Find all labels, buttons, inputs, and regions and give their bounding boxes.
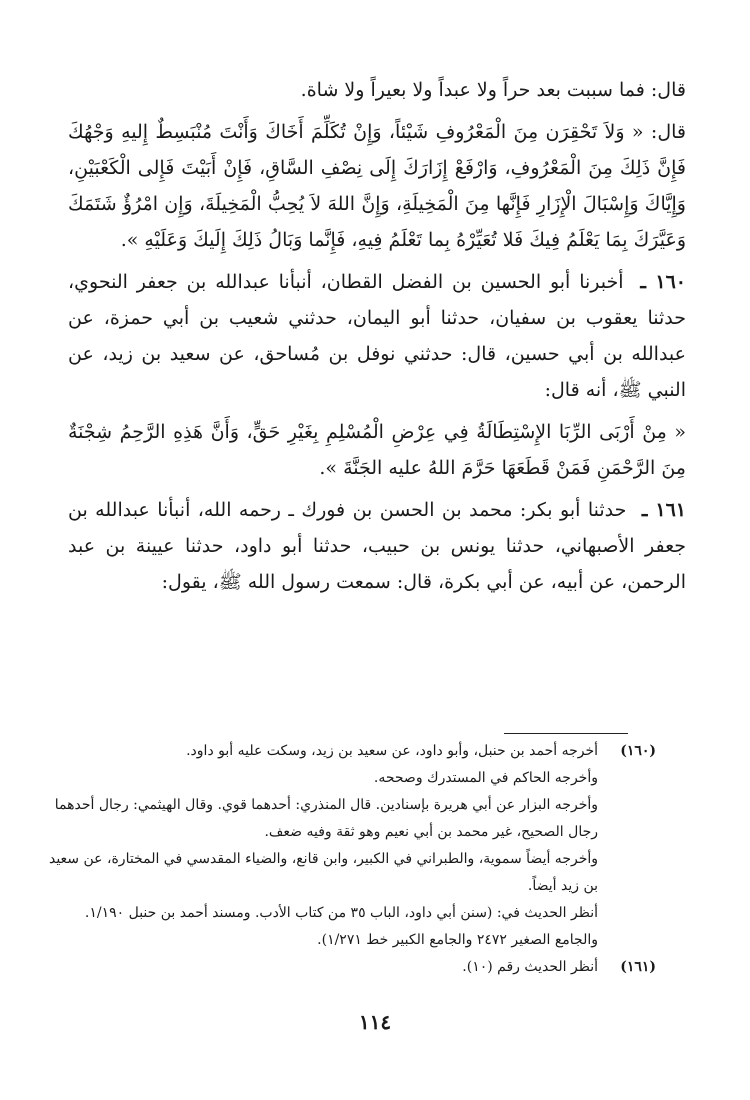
footnote-ref: (١٦١) — [620, 959, 656, 975]
hadith-number: ١٦٠ ـ — [640, 271, 686, 293]
footnote-line: أنظر الحديث رقم (١٠). — [462, 959, 598, 975]
hadith-160 — [68, 264, 686, 408]
hadith-161 — [68, 492, 686, 600]
footnote-line: وأخرجه أيضاً سموية، والطبراني في الكبير، وابن قانع، والضياء المقدسي في المختارة، عن سعيد بن زيد أيضاً. — [48, 851, 598, 894]
footnote-body — [46, 954, 598, 981]
footnote-separator — [504, 733, 628, 734]
footnote-body — [46, 738, 598, 954]
footnote-161 — [46, 954, 656, 981]
footnote-160 — [46, 738, 656, 954]
footnote-ref: (١٦٠) — [620, 743, 656, 759]
page-number: ١١٤ — [358, 1010, 392, 1034]
hadith-160-matn: « مِنْ أَرْبَى الرِّبَا الإِسْتِطَالَةُ فِي عِرْضِ الْمُسْلِمِ بِغَيْرِ حَقٍّ، وَأَنَّ هَذِهِ الرَّحِمُ شِجْنَةٌ مِنَ الرَّحْمَنِ فَمَنْ قَطَعَهَا حَرَّمَ اللهُ عليه الجَنَّةَ ». — [68, 421, 686, 479]
main-text — [68, 72, 686, 606]
footnote-line: وأخرجه الحاكم في المستدرك وصححه. — [373, 770, 598, 786]
footnotes — [46, 738, 656, 981]
hadith-number: ١٦١ ـ — [641, 499, 687, 521]
paragraph-intro: قال: فما سببت بعد حراً ولا عبداً ولا بعيراً ولا شاة. — [300, 79, 686, 101]
hadith-isnad: حدثنا أبو بكر: محمد بن الحسن بن فورك ـ رحمه الله، أنبأنا عبدالله بن جعفر الأصبهاني، حدثنا يونس بن حبيب، حدثنا أبو داود، حدثنا عيينة بن عبد الرحمن، عن أبيه، عن أبي بكرة، قال: سمعت رسول الله ﷺ، يقول: — [68, 499, 686, 593]
footnote-line: وأخرجه البزار عن أبي هريرة بإسنادين. قال المنذري: أحدهما قوي. وقال الهيثمي: رجال أحدهما رجال الصحيح، غير محمد بن أبي نعيم وهو ثقة وفيه ضعف. — [54, 797, 598, 840]
footnote-line: أخرجه أحمد بن حنبل، وأبو داود، عن سعيد بن زيد، وسكت عليه أبو داود. — [186, 743, 598, 759]
footnote-line: أنظر الحديث في: (سنن أبي داود، الباب ٣٥ من كتاب الأدب. ومسند أحمد بن حنبل ١/١٩٠. والجامع الصغير ٢٤٧٢ والجامع الكبير خط ١/٢٧١). — [84, 905, 598, 948]
hadith-quote: قال: « وَلاَ تَحْقِرَن مِنَ الْمَعْرُوفِ شَيْئاً، وَإِنْ تُكَلِّمَ أَخَاكَ وَأَنْتَ مُنْبَسِطٌ إِليهِ وَجْهُكَ فَإِنَّ ذَلِكَ مِنَ الْمَعْرُوفِ، وَارْفَعْ إِزَارَكَ إِلَى نِصْفِ السَّاقِ، فَإِنْ أَبَيْتَ فَإِلى الْكَعْبَيْنِ، وَإِيَّاكَ وَإِسْبَالَ الْإِزَارِ فَإِنَّها مِنَ الْمَخِيلَةِ، وَإِنَّ اللهَ لاَ يُحِبُّ الْمَخِيلَةَ، وَإِن امْرُؤٌ شَتَمَكَ وَعَيَّرَكَ بِمَا يَعْلَمُ فِيكَ فَلا تُعَيِّرْهُ بِما تَعْلَمُ فِيهِ، فَإِنَّما وَبَالُ ذَلِكَ إِلَيكَ وَعَلَيْهِ ». — [68, 121, 686, 251]
hadith-isnad: أخبرنا أبو الحسين بن الفضل القطان، أنبأنا عبدالله بن جعفر النحوي، حدثنا يعقوب بن سفيان، حدثنا أبو اليمان، حدثني شعيب بن أبي حمزة، عن عبدالله بن أبي حسين، قال: حدثني نوفل بن مُساحق، عن سعيد بن زيد، عن النبي ﷺ، أنه قال: — [68, 271, 686, 401]
